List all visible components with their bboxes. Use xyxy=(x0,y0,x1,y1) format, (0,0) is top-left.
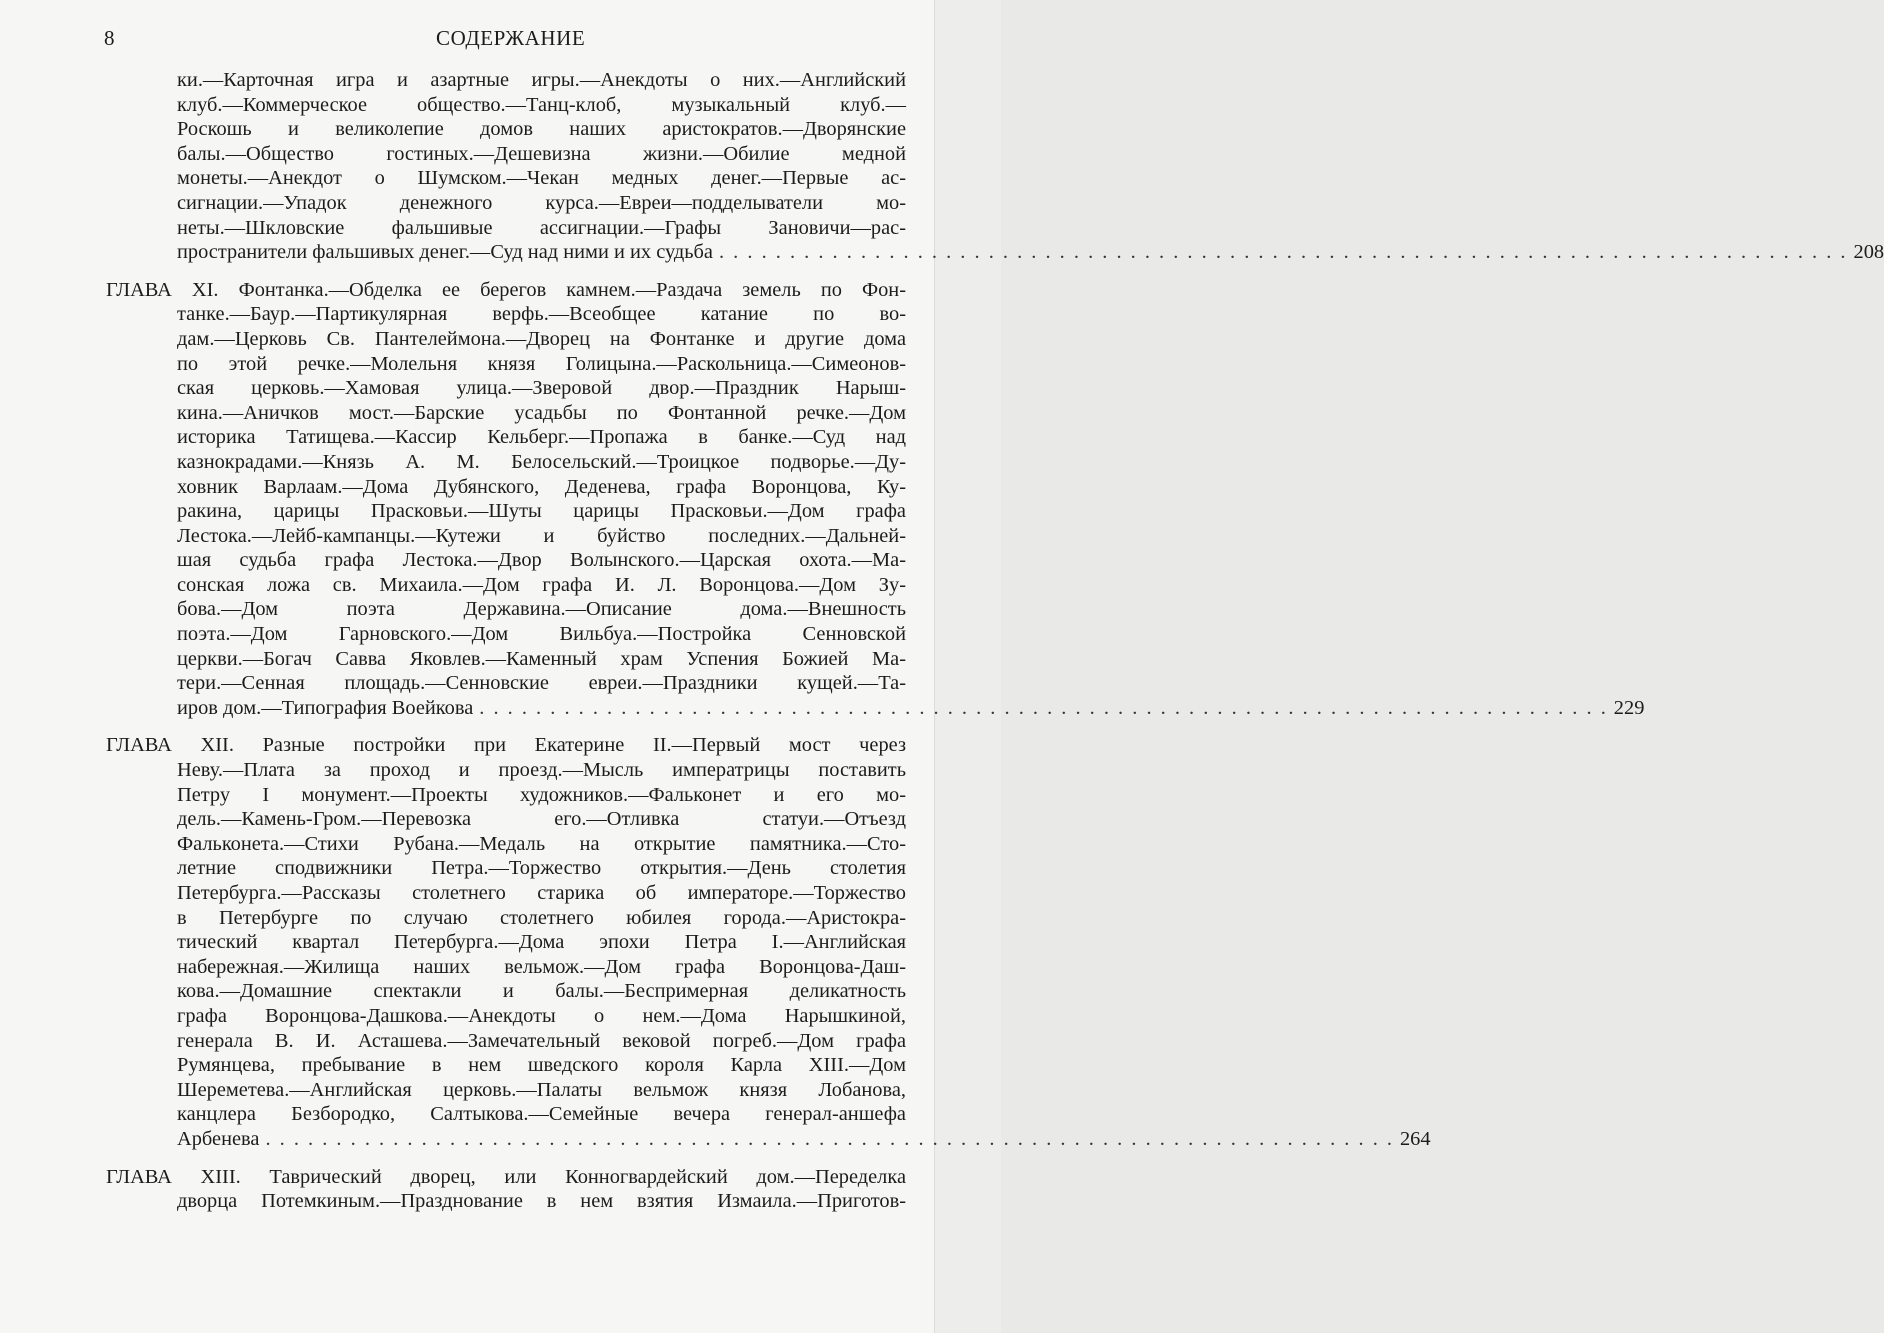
toc-line: Петербурга.—Рассказы столетнего старика об императоре.—Торжество xyxy=(177,882,906,904)
toc-line: кина.—Аничков мост.—Барские усадьбы по Фонтанной речке.—Дом xyxy=(177,401,906,424)
toc-line: генерала В. И. Асташева.—Замечательный вековой погреб.—Дом графа xyxy=(177,1029,906,1052)
toc-line: тери.—Сенная площадь.—Сенновские евреи.—Праздники кущей.—Та- xyxy=(177,672,906,695)
toc-line: набережная.—Жилища наших вельмож.—Дом графа Воронцова-Даш- xyxy=(177,955,906,978)
dot-leader: . . . . . . . . . . . . . . . . . . . . . . . . . . . . . . . . . . . . . . . . . . . . . . . . . . . . . . . . . . . . . . . . . . . . . . . . . . . . . . . . xyxy=(265,1127,1394,1150)
toc-line: Румянцева, пребывание в нем шведского короля Карла XIII.—Дом xyxy=(177,1054,906,1077)
toc-line: сигнации.—Упадок денежного курса.—Евреи—подделыватели мо- xyxy=(177,191,906,214)
toc-page-number: 208 xyxy=(1853,241,1884,264)
table-of-contents xyxy=(106,68,1884,1227)
toc-page-number: 264 xyxy=(1399,1127,1431,1150)
toc-line: ская церковь.—Хамовая улица.—Зверовой двор.—Праздник Нарыш- xyxy=(177,377,906,400)
toc-line: дворца Потемкиным.—Празднование в нем взятия Измаила.—Приготов- xyxy=(177,1190,906,1213)
toc-line: канцлера Безбородко, Салтыкова.—Семейные вечера генерал-аншефа xyxy=(177,1103,906,1126)
toc-line: клуб.—Коммерческое общество.—Танц-клоб, музыкальный клуб.— xyxy=(177,93,906,116)
toc-last-line xyxy=(106,1127,1431,1152)
toc-last-line xyxy=(106,240,1884,265)
toc-line: монеты.—Анекдот о Шумском.—Чекан медных денег.—Первые ас- xyxy=(177,167,906,190)
toc-line: в Петербурге по случаю столетнего юбилея города.—Аристокра- xyxy=(177,906,906,929)
toc-last-line xyxy=(106,696,1645,721)
dot-leader: . . . . . . . . . . . . . . . . . . . . . . . . . . . . . . . . . . . . . . . . . . . . . . . . . . . . . . . . . . . . . . . . . . . . . . . . . . . . . . . . xyxy=(479,696,1608,719)
toc-line: Роскошь и великолепие домов наших аристократов.—Дворянские xyxy=(177,118,906,141)
toc-entry xyxy=(106,733,1431,1151)
toc-line: балы.—Общество гостиных.—Дешевизна жизни.—Обилие медной xyxy=(177,142,906,165)
toc-line: шая судьба графа Лестока.—Двор Волынского.—Царская охота.—Ма- xyxy=(177,549,906,572)
toc-entry xyxy=(106,1165,906,1214)
toc-line: бова.—Дом поэта Державина.—Описание дома.—Внешность xyxy=(177,598,906,621)
toc-line: дель.—Камень-Гром.—Перевозка его.—Отливка статуи.—Отъезд xyxy=(177,808,906,831)
toc-line: сонская ложа св. Михаила.—Дом графа И. Л. Воронцова.—Дом Зу- xyxy=(177,573,906,596)
toc-line: Петру I монумент.—Проекты художников.—Фальконет и его мо- xyxy=(177,783,906,806)
chapter-heading-line: ГЛАВА XI. Фонтанка.—Обделка ее берегов камнем.—Раздача земель по Фон- xyxy=(106,278,906,301)
toc-line: казнокрадами.—Князь А. М. Белосельский.—Троицкое подворье.—Ду- xyxy=(177,450,906,473)
toc-line: поэта.—Дом Гарновского.—Дом Вильбуа.—Постройка Сенновской xyxy=(177,623,906,646)
toc-line: ховник Варлаам.—Дома Дубянского, Деденева, графа Воронцова, Ку- xyxy=(177,475,906,498)
dot-leader: . . . . . . . . . . . . . . . . . . . . . . . . . . . . . . . . . . . . . . . . . . . . . . . . . . . . . . . . . . . . . . . . . . . . . . . . . . . . . . . . xyxy=(718,241,1848,264)
toc-line: Неву.—Плата за проход и проезд.—Мысль императрицы поставить xyxy=(177,759,906,782)
page-number: 8 xyxy=(104,26,115,50)
toc-line: Шереметева.—Английская церковь.—Палаты вельмож князя Лобанова, xyxy=(177,1078,906,1101)
toc-line: летние сподвижники Петра.—Торжество открытия.—День столетия xyxy=(177,857,906,880)
toc-line: графа Воронцова-Дашкова.—Анекдоты о нем.—Дома Нарышкиной, xyxy=(177,1004,906,1027)
toc-line: дам.—Церковь Св. Пантелеймона.—Дворец на Фонтанке и другие дома xyxy=(177,327,906,350)
toc-line-text: иров дом.—Типография Воейкова xyxy=(177,696,474,719)
toc-line: кова.—Домашние спектакли и балы.—Беспримерная деликатность xyxy=(177,980,906,1003)
toc-line: тический квартал Петербурга.—Дома эпохи Петра I.—Английская xyxy=(177,931,906,954)
toc-entry xyxy=(106,68,1884,265)
toc-line: историка Татищева.—Кассир Кельберг.—Пропажа в банке.—Суд над xyxy=(177,426,906,449)
toc-line-text: Арбенева xyxy=(177,1127,260,1150)
toc-line-text: пространители фальшивых денег.—Суд над ними и их судьба xyxy=(177,241,713,264)
toc-line: ракина, царицы Прасковьи.—Шуты царицы Прасковьи.—Дом графа xyxy=(177,500,906,523)
toc-line: Лестока.—Лейб-кампанцы.—Кутежи и буйство последних.—Дальней- xyxy=(177,524,906,547)
chapter-heading-line: ГЛАВА XII. Разные постройки при Екатерине II.—Первый мост через xyxy=(106,734,906,757)
toc-page-number: 229 xyxy=(1613,696,1645,719)
toc-line: церкви.—Богач Савва Яковлев.—Каменный храм Успения Божией Ма- xyxy=(177,647,906,670)
chapter-heading-line: ГЛАВА XIII. Таврический дворец, или Конногвардейский дом.—Переделка xyxy=(106,1165,906,1188)
toc-line: танке.—Баур.—Партикулярная верфь.—Всеобщее катание по во- xyxy=(177,303,906,326)
running-title: СОДЕРЖАНИЕ xyxy=(436,26,586,50)
toc-line: ки.—Карточная игра и азартные игры.—Анекдоты о них.—Английский xyxy=(177,69,906,91)
toc-line: неты.—Шкловские фальшивые ассигнации.—Графы Зановичи—рас- xyxy=(177,216,906,239)
toc-line: Фальконета.—Стихи Рубана.—Медаль на открытие памятника.—Сто- xyxy=(177,832,906,855)
toc-line: по этой речке.—Молельня князя Голицына.—Раскольница.—Симеонов- xyxy=(177,352,906,375)
toc-entry xyxy=(106,278,1645,721)
